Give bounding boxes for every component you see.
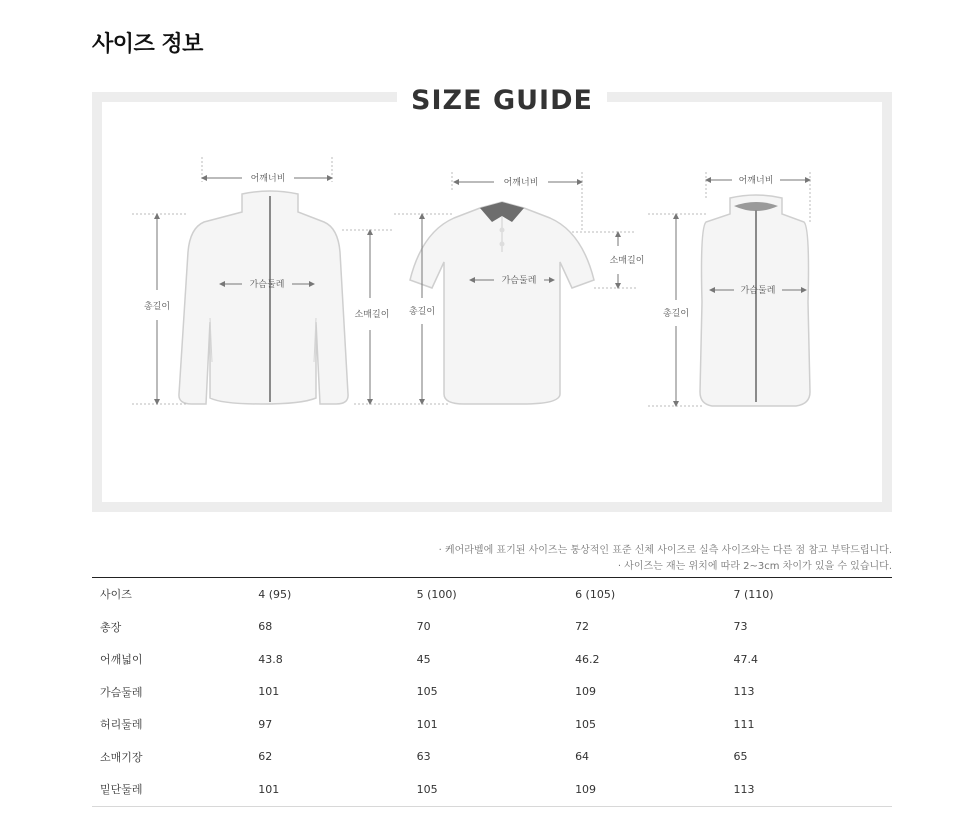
table-cell: 105 <box>416 685 438 699</box>
table-cell: 113 <box>733 685 755 699</box>
table-row <box>92 643 892 676</box>
table-cell: 101 <box>258 685 280 699</box>
table-row <box>92 708 892 741</box>
table-cell: 46.2 <box>575 652 600 666</box>
table-cell: 73 <box>733 620 748 634</box>
row-header-cell: 어깨넓이 <box>100 653 143 667</box>
size-notes <box>439 543 892 575</box>
table-row <box>92 578 892 611</box>
row-header-cell: 총장 <box>100 620 122 634</box>
table-row <box>92 611 892 644</box>
polo-shirt-illustration <box>410 202 594 404</box>
page-title: 사이즈 정보 <box>92 32 203 57</box>
table-cell: 7 (110) <box>733 587 774 601</box>
table-cell: 109 <box>575 685 597 699</box>
table-cell: 6 (105) <box>575 587 616 601</box>
table-cell: 101 <box>258 782 280 796</box>
table-cell: 101 <box>416 717 438 731</box>
table-row <box>92 676 892 709</box>
table-cell: 105 <box>416 782 438 796</box>
size-guide-panel <box>102 85 882 502</box>
table-cell: 62 <box>258 750 273 764</box>
polo-shoulder-label: 어깨너비 <box>503 178 539 188</box>
jacket-shoulder-label: 어깨너비 <box>250 174 286 184</box>
table-cell: 97 <box>258 717 273 731</box>
size-table <box>92 577 892 807</box>
table-cell: 111 <box>733 717 755 731</box>
row-header-cell: 소매기장 <box>100 750 143 764</box>
size-note: · 케어라벨에 표기된 사이즈는 통상적인 표준 신체 사이즈로 실측 사이즈와는 다른 점 참고 부탁드립니다. <box>438 545 892 556</box>
jacket-length-label: 총길이 <box>143 302 171 312</box>
table-cell: 65 <box>733 750 748 764</box>
row-header-cell: 허리둘레 <box>100 718 143 732</box>
vest-length-label: 총길이 <box>662 309 690 319</box>
size-note: · 사이즈는 재는 위치에 따라 2~3cm 차이가 있을 수 있습니다. <box>617 561 892 572</box>
table-cell: 63 <box>416 750 431 764</box>
polo-length-label: 총길이 <box>408 307 436 317</box>
table-cell: 64 <box>575 750 590 764</box>
vest-shoulder-label: 어깨너비 <box>738 176 774 186</box>
vest-illustration <box>700 195 810 406</box>
table-cell: 45 <box>416 652 431 666</box>
jacket-illustration <box>179 191 348 404</box>
table-cell: 105 <box>575 717 597 731</box>
size-guide-frame <box>92 85 892 512</box>
row-header-cell: 사이즈 <box>100 588 132 602</box>
table-cell: 47.4 <box>733 652 759 666</box>
table-cell: 4 (95) <box>258 587 292 601</box>
table-row <box>92 741 892 774</box>
table-cell: 43.8 <box>258 652 283 666</box>
table-cell: 113 <box>733 782 755 796</box>
table-cell: 72 <box>575 620 590 634</box>
table-cell: 70 <box>416 620 431 634</box>
table-cell: 68 <box>258 620 273 634</box>
table-cell: 109 <box>575 782 597 796</box>
size-guide-diagram <box>102 102 882 502</box>
polo-chest-label: 가슴둘레 <box>501 276 537 286</box>
jacket-chest-label: 가슴둘레 <box>249 280 285 290</box>
polo-sleeve-label: 소매길이 <box>609 256 645 266</box>
jacket-sleeve-label: 소매길이 <box>354 310 390 320</box>
table-row <box>92 773 892 806</box>
vest-chest-label: 가슴둘레 <box>740 286 776 296</box>
row-header-cell: 밑단둘레 <box>100 783 143 797</box>
table-cell: 5 (100) <box>416 587 457 601</box>
row-header-cell: 가슴둘레 <box>100 685 143 699</box>
size-guide-title: SIZE GUIDE <box>397 86 607 116</box>
